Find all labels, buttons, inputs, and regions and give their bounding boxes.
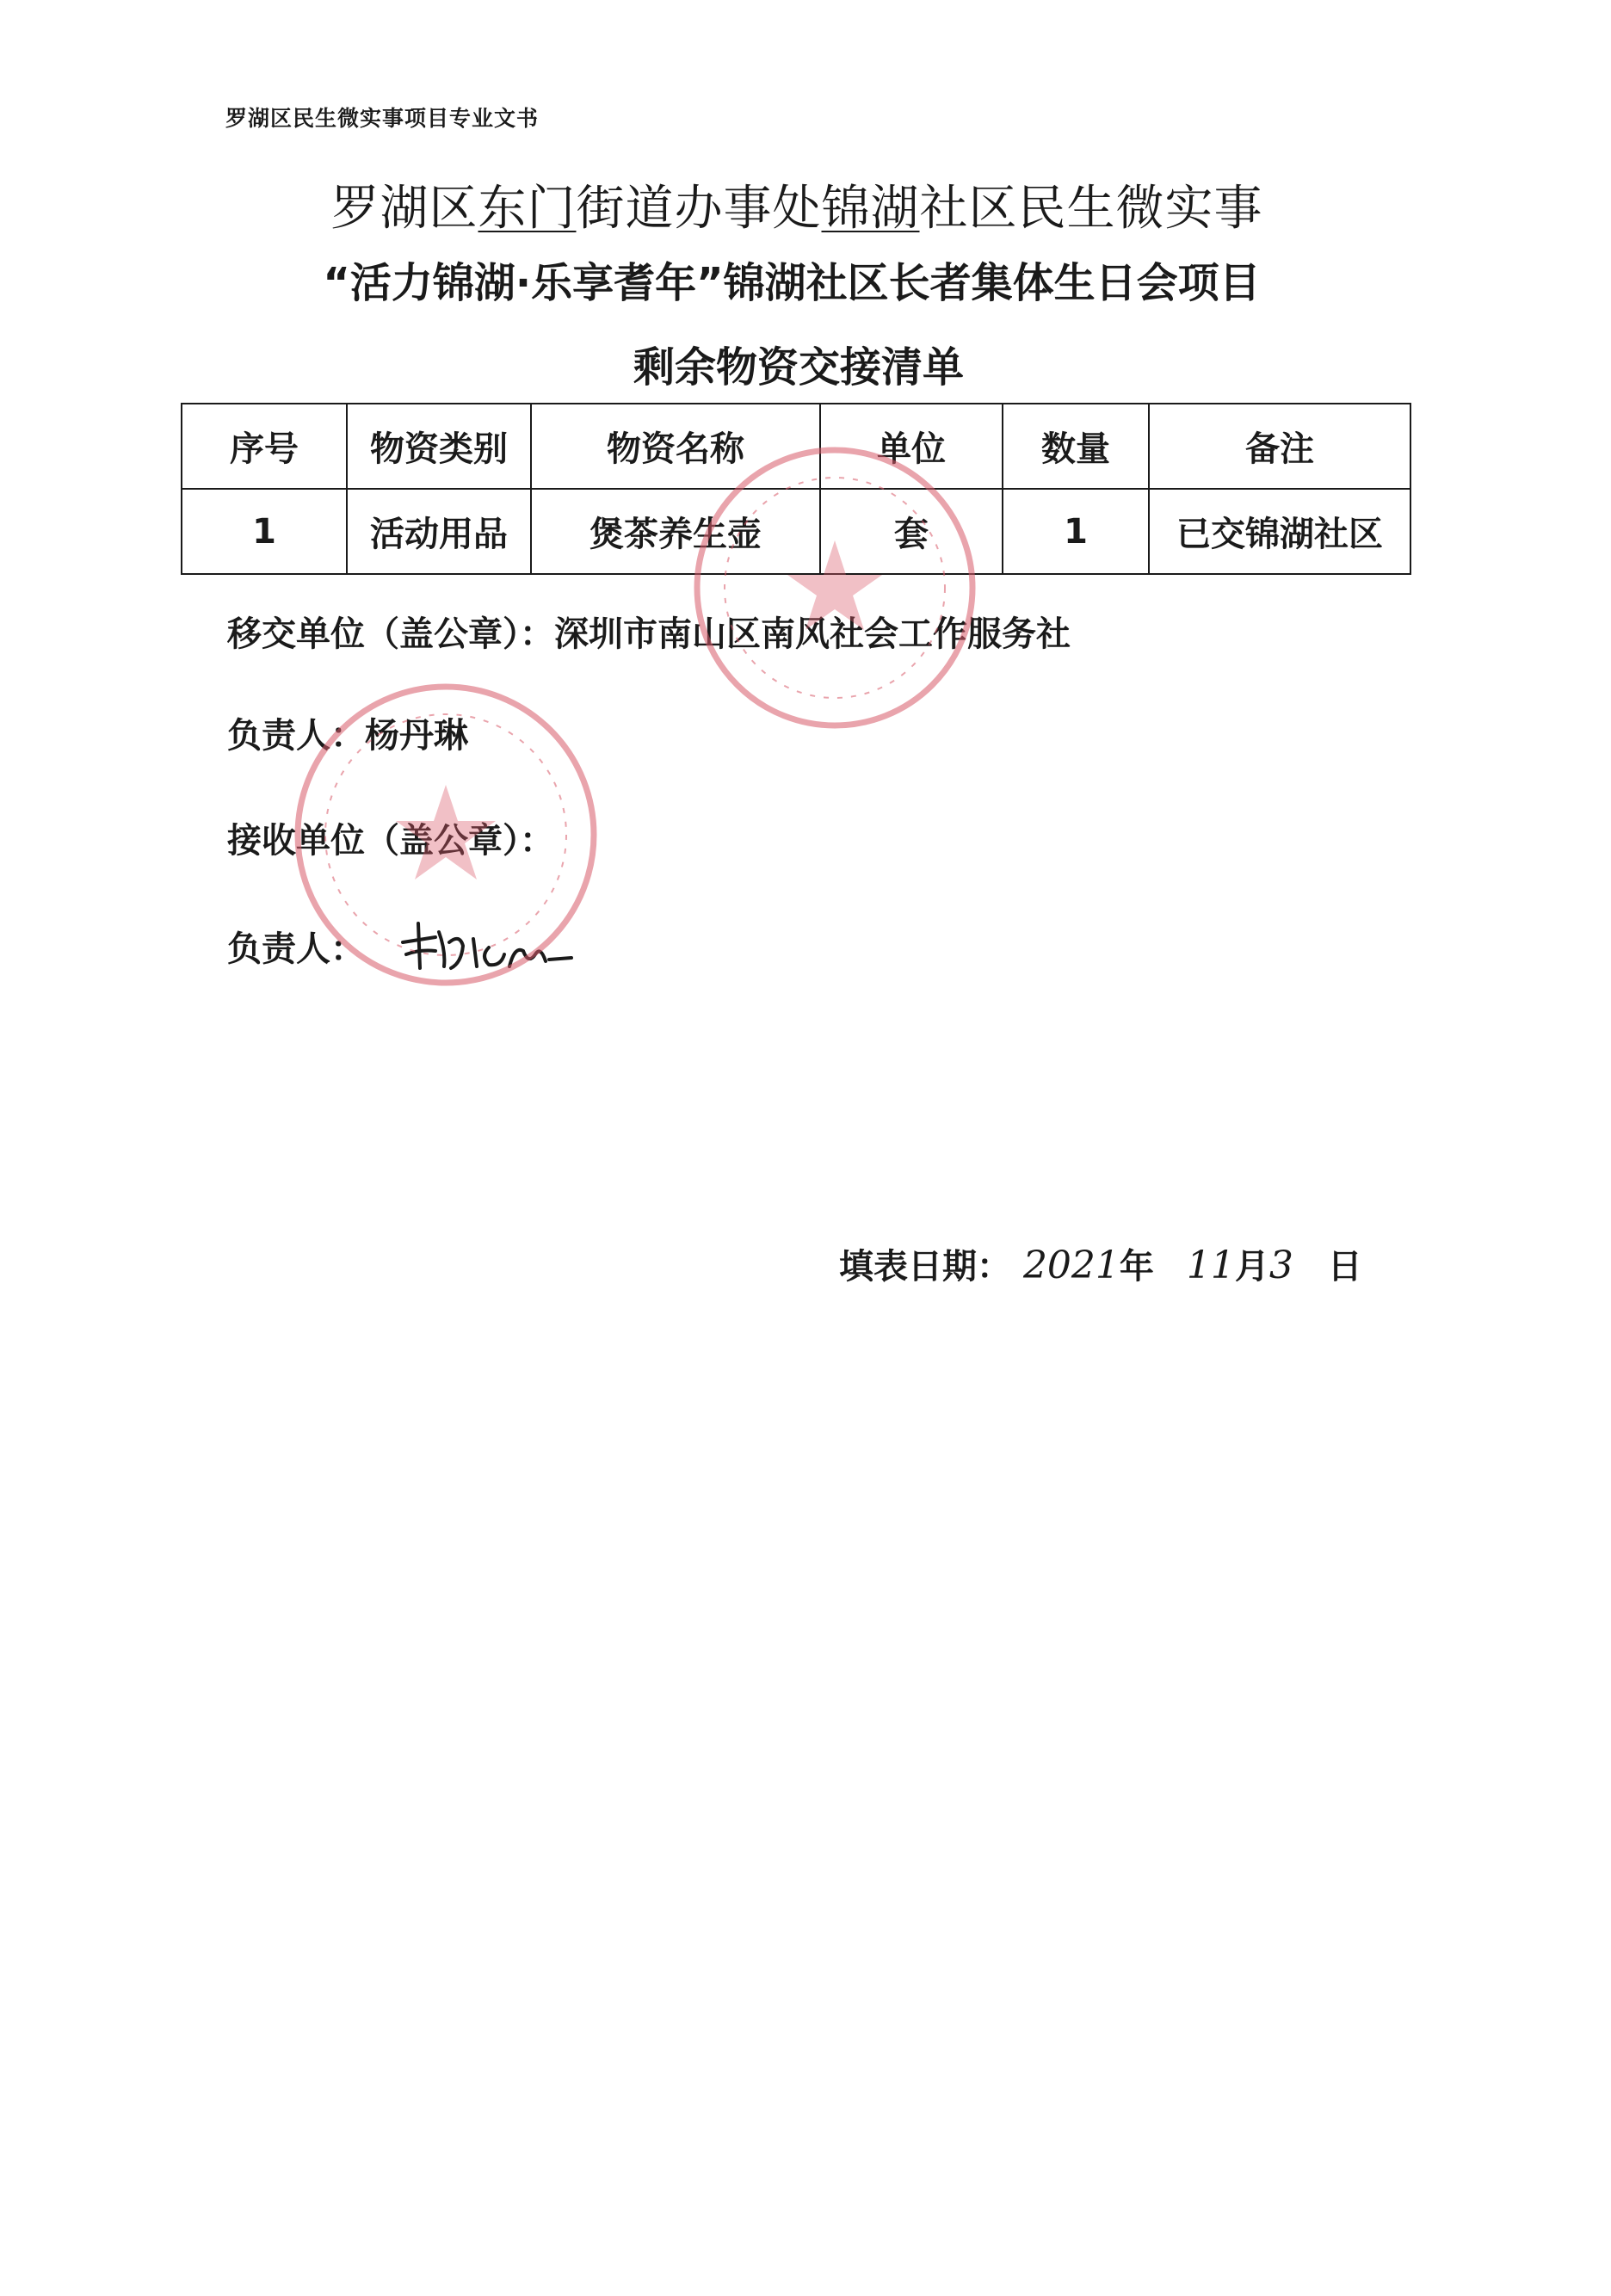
person1-value: 杨丹琳: [365, 716, 468, 756]
table-cell: 煲茶养生壶: [531, 489, 820, 574]
date-label: 填表日期：: [839, 1247, 1011, 1287]
table-header-cell: 物资类别: [347, 404, 531, 489]
document-title-line1: [0, 170, 1602, 239]
date-year-handwritten: 2021: [1022, 1244, 1120, 1287]
title-underlined-district: 东门: [478, 181, 577, 237]
title-part: 社区民生微实事: [919, 181, 1263, 237]
date-day-unit: 日: [1327, 1247, 1362, 1287]
document-title-line3: 剩余物资交接清单: [633, 343, 964, 392]
transfer-unit-value: 深圳市南山区南风社会工作服务社: [554, 614, 1071, 654]
person1-line: [227, 708, 468, 757]
table-cell: 已交锦湖社区: [1149, 489, 1410, 574]
person1-label: 负责人：: [227, 716, 365, 756]
table-row: [182, 489, 1410, 574]
table-header-cell: 物资名称: [531, 404, 820, 489]
table-cell: 1: [1003, 489, 1149, 574]
table-cell: 套: [820, 489, 1003, 574]
table-header-cell: 备注: [1149, 404, 1410, 489]
table-header-cell: 序号: [182, 404, 347, 489]
date-day-handwritten: 3: [1268, 1244, 1293, 1287]
handwritten-signature: [394, 917, 583, 985]
title-underlined-community: 锦湖: [821, 181, 920, 237]
document-title-line2: “活力锦湖·乐享耆年”锦湖社区长者集体生日会项目: [323, 259, 1261, 307]
date-month-handwritten: 11: [1186, 1244, 1235, 1287]
table-header-row: [182, 404, 1410, 489]
title-part: 罗湖区: [330, 181, 478, 237]
table-cell: 1: [182, 489, 347, 574]
person2-line: [227, 917, 583, 985]
receive-unit-line: [227, 813, 554, 862]
title-part: 街道办事处: [576, 181, 822, 237]
table-header-cell: 数量: [1003, 404, 1149, 489]
document-header-tag: 罗湖区民生微实事项目专业文书: [225, 106, 540, 131]
date-month-unit: 月: [1234, 1247, 1269, 1287]
date-year-unit: 年: [1119, 1247, 1154, 1287]
table-cell: 活动用品: [347, 489, 531, 574]
receive-unit-label: 接收单位（盖公章）：: [227, 821, 554, 861]
handover-table: [181, 403, 1411, 575]
transfer-unit-line: [227, 607, 1071, 656]
fill-date-line: [839, 1239, 1362, 1288]
table-header-cell: 单位: [820, 404, 1003, 489]
person2-label: 负责人：: [227, 929, 365, 969]
transfer-unit-label: 移交单位（盖公章）：: [227, 614, 554, 654]
